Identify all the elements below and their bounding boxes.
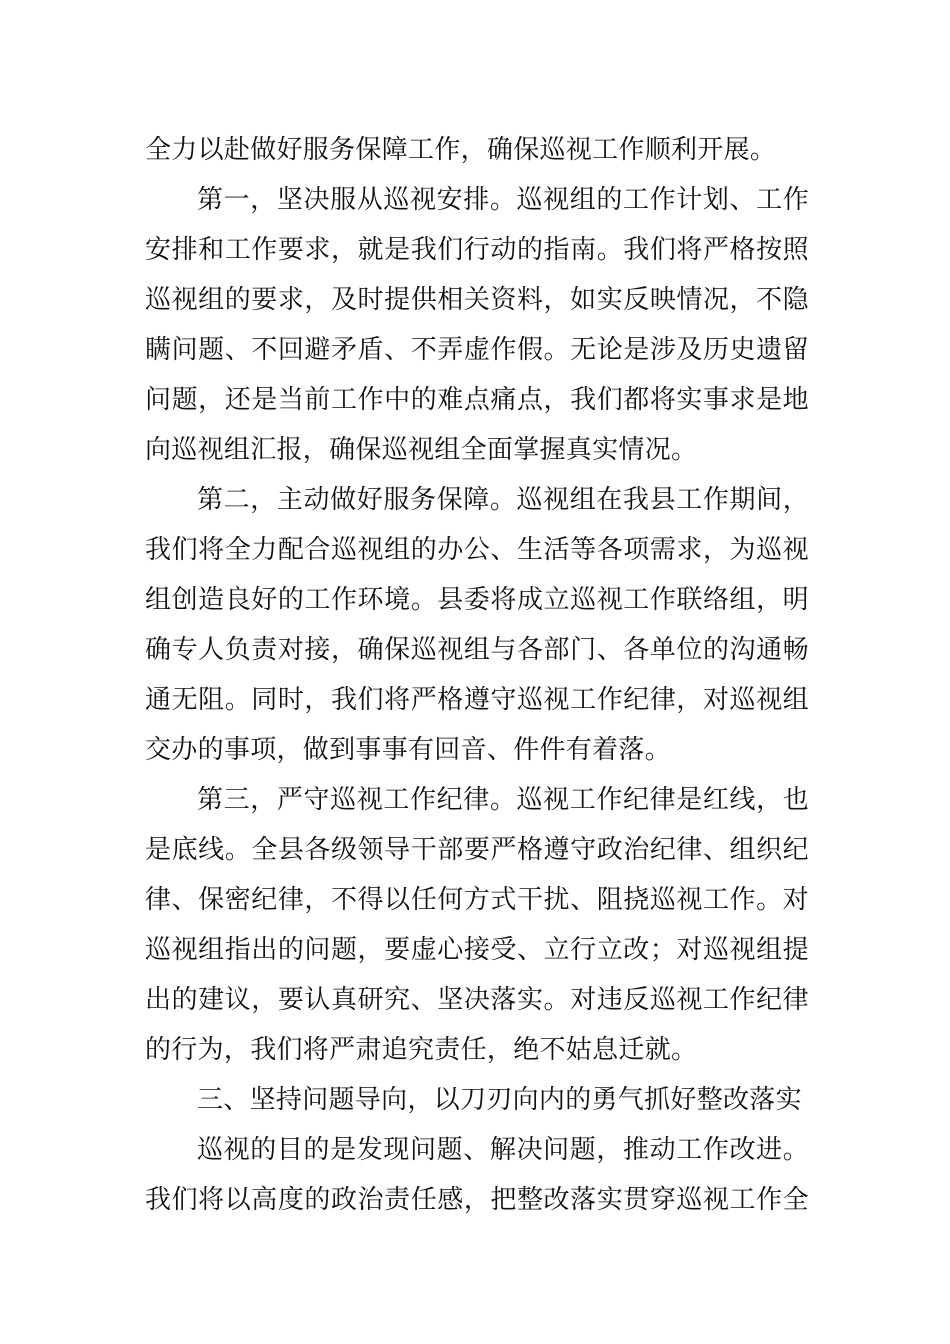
text-line: 我们将全力配合巡视组的办公、生活等各项需求，为巡视 [145, 535, 809, 565]
text-line: 向巡视组汇报，确保巡视组全面掌握真实情况。 [145, 435, 698, 465]
text-line: 出的建议，要认真研究、坚决落实。对违反巡视工作纪律 [145, 985, 809, 1015]
text-line: 我们将以高度的政治责任感，把整改落实贯穿巡视工作全 [145, 1185, 809, 1215]
text-line: 通无阻。同时，我们将严格遵守巡视工作纪律，对巡视组 [145, 685, 809, 715]
section-heading: 三、坚持问题导向，以刀刃向内的勇气抓好整改落实 [197, 1085, 802, 1115]
text-line: 安排和工作要求，就是我们行动的指南。我们将严格按照 [145, 235, 809, 265]
text-line: 是底线。全县各级领导干部要严格遵守政治纪律、组织纪 [145, 835, 809, 865]
text-line: 巡视组指出的问题，要虚心接受、立行立改；对巡视组提 [145, 935, 809, 965]
paragraph-first-line: 第二，主动做好服务保障。巡视组在我县工作期间， [197, 485, 809, 515]
paragraph-first-line: 巡视的目的是发现问题、解决问题，推动工作改进。 [197, 1135, 809, 1165]
text-line: 交办的事项，做到事事有回音、件件有着落。 [145, 735, 672, 765]
text-line: 问题，还是当前工作中的难点痛点，我们都将实事求是地 [145, 385, 809, 415]
text-line: 确专人负责对接，确保巡视组与各部门、各单位的沟通畅 [145, 635, 809, 665]
text-line: 巡视组的要求，及时提供相关资料，如实反映情况，不隐 [145, 285, 809, 315]
text-line: 瞒问题、不回避矛盾、不弄虚作假。无论是涉及历史遗留 [145, 335, 809, 365]
paragraph-first-line: 第一，坚决服从巡视安排。巡视组的工作计划、工作 [197, 185, 809, 215]
text-line: 组创造良好的工作环境。县委将成立巡视工作联络组，明 [145, 585, 809, 615]
text-line: 的行为，我们将严肃追究责任，绝不姑息迁就。 [145, 1035, 698, 1065]
paragraph-first-line: 第三，严守巡视工作纪律。巡视工作纪律是红线，也 [197, 785, 809, 815]
text-line: 律、保密纪律，不得以任何方式干扰、阻挠巡视工作。对 [145, 885, 809, 915]
text-line: 全力以赴做好服务保障工作，确保巡视工作顺利开展。 [145, 135, 777, 165]
